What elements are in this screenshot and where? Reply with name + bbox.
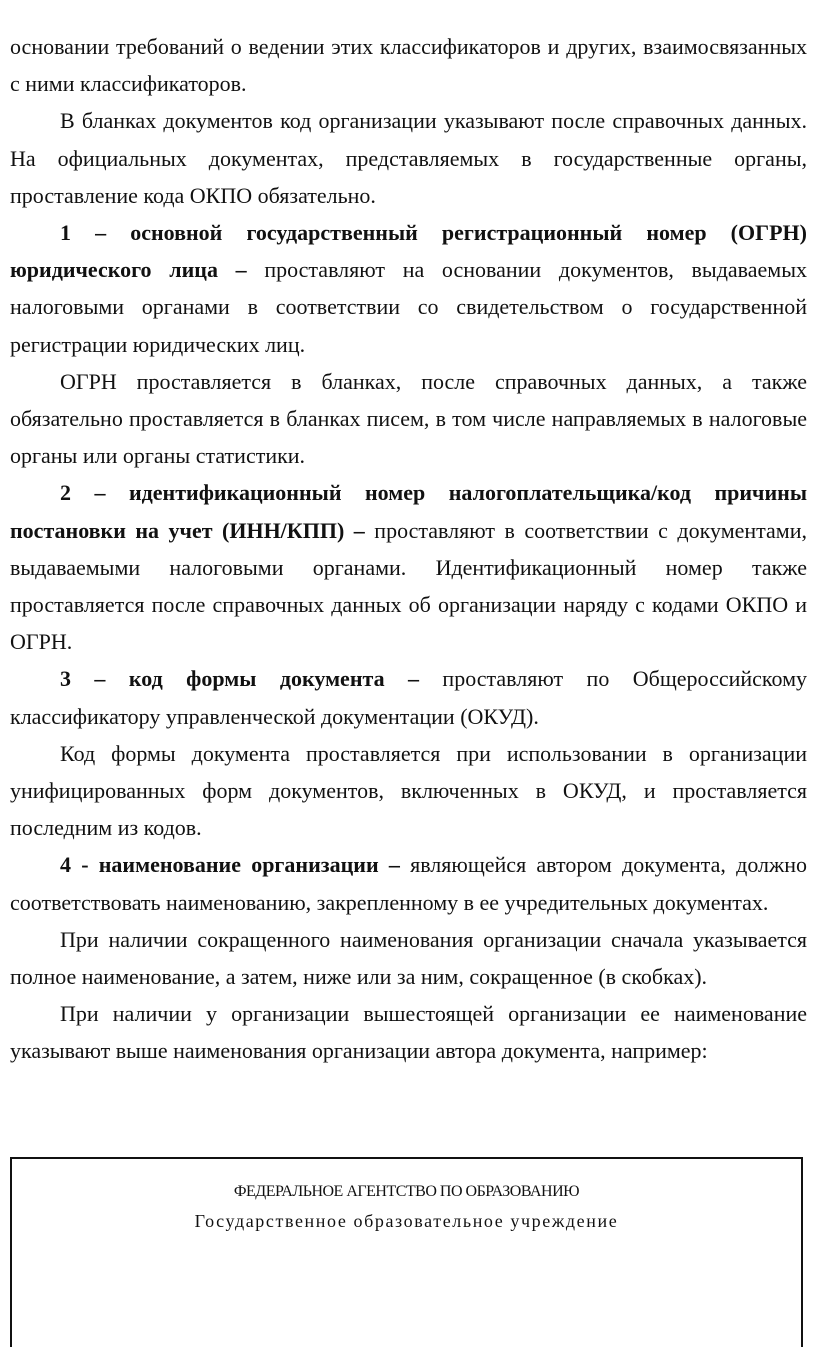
paragraph-text: проставляют по Общероссийскому классификатору управленческой документации (ОКУД).: [10, 666, 807, 729]
paragraph-text: проставляют в соответствии с документами, выдаваемыми налоговыми органами. Идентификационный номер также проставляется после справочных данных об организации наряду с кодами ОКПО и ОГРН.: [10, 517, 808, 655]
paragraph-text: При наличии у организации вышестоящей организации ее наименование указывают выше наименования организации автора документа, например:: [10, 1001, 807, 1064]
paragraph-organization-name-definition: [10, 846, 807, 920]
paragraph-parent-organization: [10, 995, 807, 1069]
paragraph-form-code-definition: [10, 660, 807, 734]
organization-type-name: Государственное образовательное учреждение: [194, 1211, 619, 1231]
paragraph-ogrn-definition: [10, 214, 807, 363]
parent-organization-name: ФЕДЕРАЛЬНОЕ АГЕНТСТВО ПО ОБРАЗОВАНИЮ: [233, 1183, 580, 1200]
paragraph-form-code-placement: [10, 735, 807, 847]
document-body: [10, 28, 807, 1070]
paragraph-text: В бланках документов код организации указывают после справочных данных. На официальных документах, представляемых в государственные органы, проставление кода ОКПО обязательно.: [10, 108, 807, 208]
term-heading: 3 – код формы документа –: [60, 666, 419, 692]
paragraph-inn-kpp-definition: [10, 474, 807, 660]
term-heading: 1 – основной государственный регистрационный номер (ОГРН) юридического лица –: [10, 220, 807, 283]
example-letterhead-box: [10, 1157, 803, 1347]
paragraph-text: являющейся автором документа, должно соответствовать наименованию, закрепленному в ее учредительных документах.: [10, 852, 807, 915]
term-heading: 2 – идентификационный номер налогоплательщика/код причины постановки на учет (ИНН/КПП) –: [10, 480, 807, 543]
paragraph-continuation: [10, 28, 807, 102]
paragraph-short-name: [10, 921, 807, 995]
paragraph-okpo-placement: [10, 102, 807, 214]
paragraph-text: основании требований о ведении этих классификаторов и других, взаимосвязанных с ними классификаторов.: [10, 34, 807, 97]
term-heading: 4 - наименование организации –: [60, 852, 400, 878]
paragraph-ogrn-placement: [10, 363, 807, 475]
paragraph-text: ОГРН проставляется в бланках, после справочных данных, а также обязательно проставляется в бланках писем, в том числе направляемых в налоговые органы или органы статистики.: [10, 368, 807, 469]
paragraph-text: Код формы документа проставляется при использовании в организации унифицированных форм документов, включенных в ОКУД, и проставляется последним из кодов.: [10, 740, 807, 841]
paragraph-text: проставляют на основании документов, выдаваемых налоговыми органами в соответствии со свидетельством о государственной регистрации юридических лиц.: [10, 257, 807, 357]
paragraph-text: При наличии сокращенного наименования организации сначала указывается полное наименование, а затем, ниже или за ним, сокращенное (в скобках).: [10, 926, 807, 990]
